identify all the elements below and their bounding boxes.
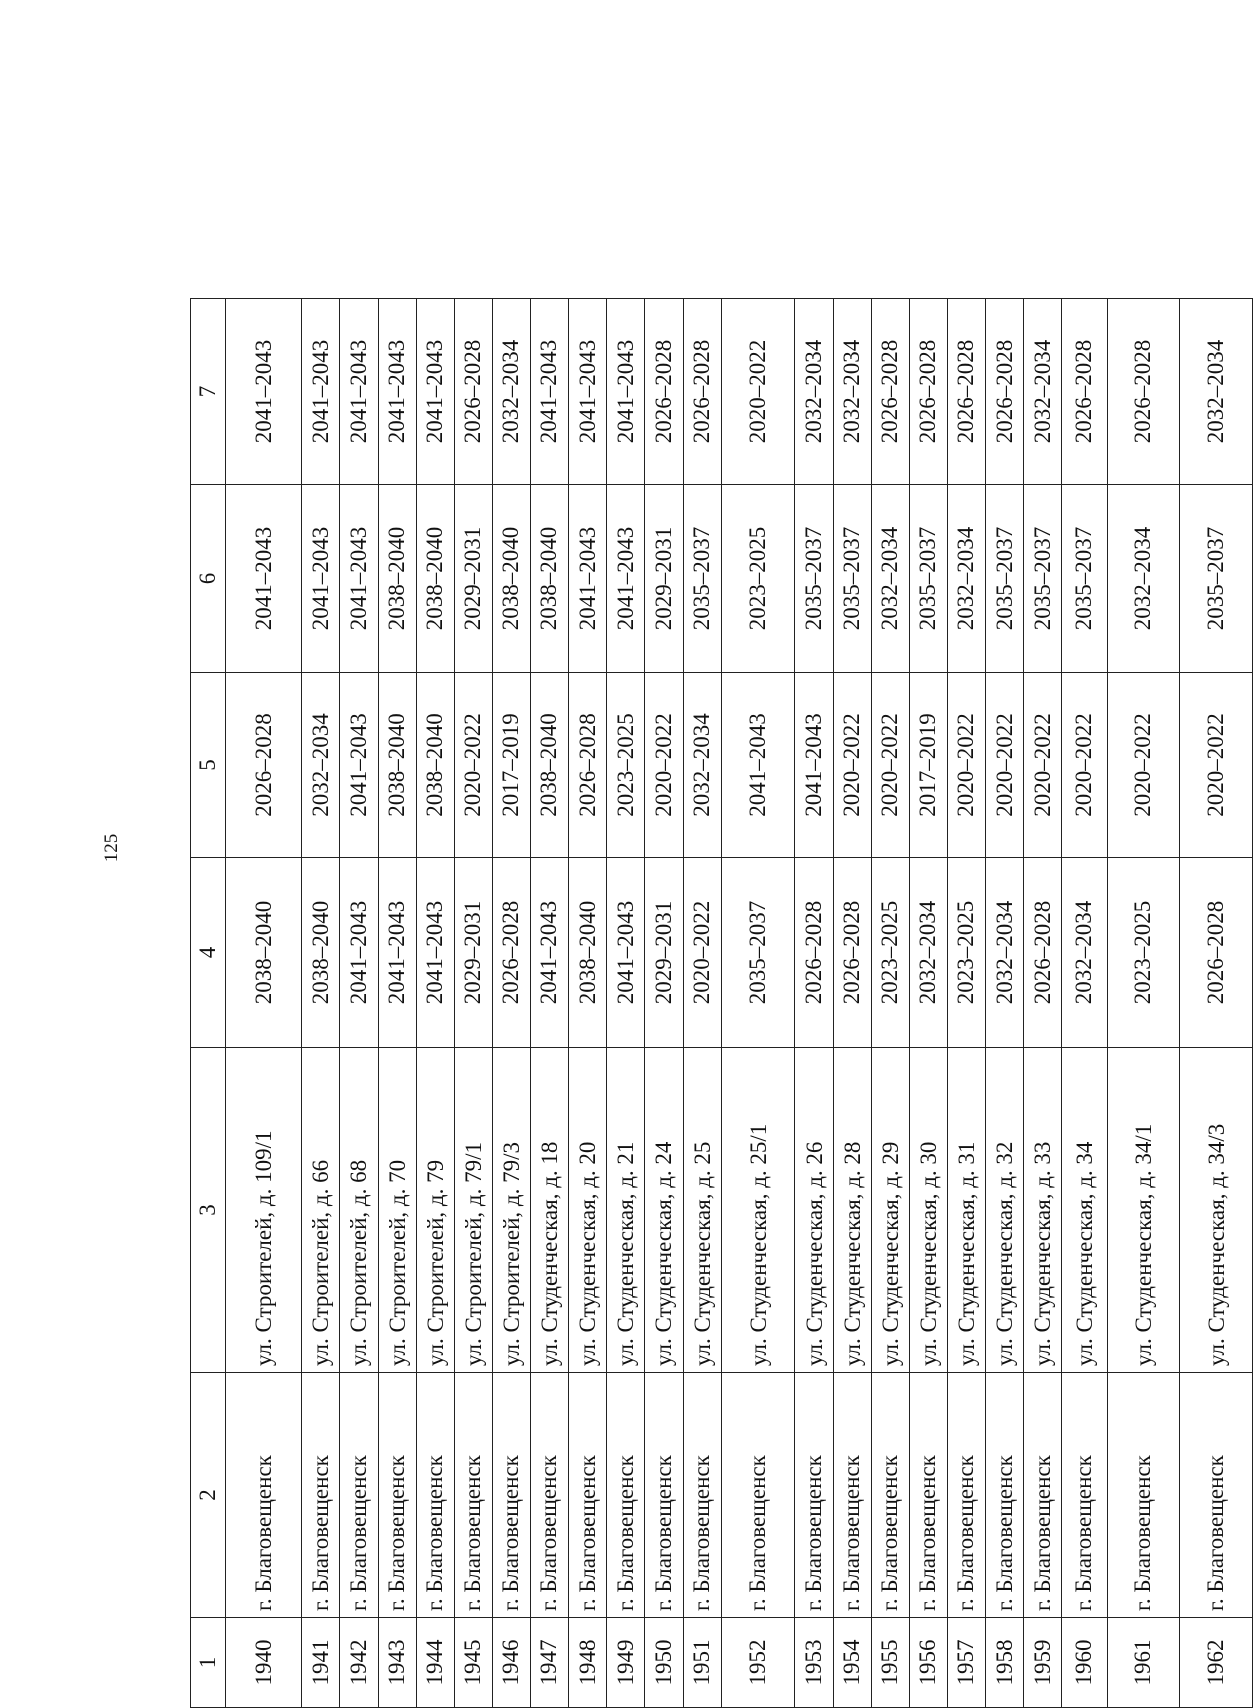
period-cell-col4: 2032–2034 (1062, 858, 1107, 1048)
row-number-cell: 1940 (226, 1618, 302, 1708)
city-cell: г. Благовещенск (1062, 1373, 1107, 1618)
address-cell: ул. Студенческая, д. 24 (645, 1048, 683, 1373)
city-cell: г. Благовещенск (531, 1373, 569, 1618)
period-cell-col5: 2020–2022 (947, 673, 985, 858)
city-cell: г. Благовещенск (645, 1373, 683, 1618)
table-row (492, 299, 530, 1708)
period-cell-col4: 2041–2043 (531, 858, 569, 1048)
table-row (340, 299, 378, 1708)
period-cell-col4: 2038–2040 (226, 858, 302, 1048)
rotated-table-frame (190, 150, 1253, 1708)
row-number-cell: 1949 (607, 1618, 645, 1708)
period-cell-col7: 2041–2043 (569, 299, 607, 485)
period-cell-col6: 2032–2034 (871, 485, 909, 673)
table-container (190, 150, 1253, 1708)
table-row (569, 299, 607, 1708)
column-header: 3 (191, 1048, 226, 1373)
table-row (607, 299, 645, 1708)
table-row (947, 299, 985, 1708)
period-cell-col5: 2020–2022 (1180, 673, 1253, 858)
row-number-cell: 1961 (1107, 1618, 1180, 1708)
table-row (721, 299, 795, 1708)
address-cell: ул. Строителей, д. 109/1 (226, 1048, 302, 1373)
page-number: 125 (101, 833, 122, 863)
city-cell: г. Благовещенск (378, 1373, 416, 1618)
period-cell-col4: 2035–2037 (721, 858, 795, 1048)
table-row (302, 299, 340, 1708)
period-cell-col4: 2026–2028 (1024, 858, 1062, 1048)
city-cell: г. Благовещенск (683, 1373, 721, 1618)
address-cell: ул. Студенческая, д. 31 (947, 1048, 985, 1373)
period-cell-col5: 2017–2019 (909, 673, 947, 858)
period-cell-col7: 2041–2043 (607, 299, 645, 485)
address-cell: ул. Студенческая, д. 26 (795, 1048, 833, 1373)
table-row (986, 299, 1024, 1708)
period-cell-col7: 2020–2022 (721, 299, 795, 485)
address-cell: ул. Студенческая, д. 30 (909, 1048, 947, 1373)
period-cell-col6: 2032–2034 (947, 485, 985, 673)
period-cell-col6: 2035–2037 (1024, 485, 1062, 673)
period-cell-col4: 2032–2034 (986, 858, 1024, 1048)
period-cell-col7: 2041–2043 (378, 299, 416, 485)
table-row (909, 299, 947, 1708)
city-cell: г. Благовещенск (340, 1373, 378, 1618)
period-cell-col5: 2038–2040 (416, 673, 454, 858)
address-cell: ул. Студенческая, д. 33 (1024, 1048, 1062, 1373)
city-cell: г. Благовещенск (607, 1373, 645, 1618)
row-number-cell: 1941 (302, 1618, 340, 1708)
table-row (416, 299, 454, 1708)
period-cell-col4: 2041–2043 (378, 858, 416, 1048)
city-cell: г. Благовещенск (454, 1373, 492, 1618)
period-cell-col6: 2035–2037 (909, 485, 947, 673)
period-cell-col4: 2038–2040 (569, 858, 607, 1048)
period-cell-col4: 2026–2028 (833, 858, 871, 1048)
table-row (833, 299, 871, 1708)
period-cell-col5: 2020–2022 (986, 673, 1024, 858)
city-cell: г. Благовещенск (1180, 1373, 1253, 1618)
period-cell-col6: 2038–2040 (492, 485, 530, 673)
table-row (1024, 299, 1062, 1708)
row-number-cell: 1959 (1024, 1618, 1062, 1708)
period-cell-col4: 2041–2043 (340, 858, 378, 1048)
city-cell: г. Благовещенск (947, 1373, 985, 1618)
period-cell-col6: 2038–2040 (416, 485, 454, 673)
period-cell-col4: 2026–2028 (492, 858, 530, 1048)
address-cell: ул. Строителей, д. 66 (302, 1048, 340, 1373)
period-cell-col6: 2041–2043 (607, 485, 645, 673)
row-number-cell: 1944 (416, 1618, 454, 1708)
table-row (226, 299, 302, 1708)
row-number-cell: 1951 (683, 1618, 721, 1708)
address-cell: ул. Студенческая, д. 25/1 (721, 1048, 795, 1373)
address-cell: ул. Строителей, д. 79/1 (454, 1048, 492, 1373)
city-cell: г. Благовещенск (721, 1373, 795, 1618)
period-cell-col7: 2041–2043 (340, 299, 378, 485)
address-cell: ул. Студенческая, д. 28 (833, 1048, 871, 1373)
table-row (378, 299, 416, 1708)
period-cell-col4: 2023–2025 (871, 858, 909, 1048)
period-cell-col6: 2029–2031 (645, 485, 683, 673)
period-cell-col7: 2032–2034 (492, 299, 530, 485)
period-cell-col5: 2020–2022 (1062, 673, 1107, 858)
row-number-cell: 1953 (795, 1618, 833, 1708)
period-cell-col7: 2026–2028 (1107, 299, 1180, 485)
period-cell-col5: 2041–2043 (795, 673, 833, 858)
period-cell-col5: 2020–2022 (1024, 673, 1062, 858)
period-cell-col5: 2020–2022 (871, 673, 909, 858)
period-cell-col4: 2023–2025 (947, 858, 985, 1048)
period-cell-col6: 2035–2037 (833, 485, 871, 673)
period-cell-col6: 2035–2037 (1180, 485, 1253, 673)
address-cell: ул. Студенческая, д. 32 (986, 1048, 1024, 1373)
address-cell: ул. Строителей, д. 79/3 (492, 1048, 530, 1373)
period-cell-col7: 2026–2028 (683, 299, 721, 485)
row-number-cell: 1962 (1180, 1618, 1253, 1708)
table-row (454, 299, 492, 1708)
row-number-cell: 1960 (1062, 1618, 1107, 1708)
period-cell-col7: 2026–2028 (909, 299, 947, 485)
city-cell: г. Благовещенск (1024, 1373, 1062, 1618)
period-cell-col4: 2026–2028 (1180, 858, 1253, 1048)
table-row (1180, 299, 1253, 1708)
period-cell-col7: 2026–2028 (986, 299, 1024, 485)
period-cell-col7: 2032–2034 (1180, 299, 1253, 485)
period-cell-col5: 2026–2028 (226, 673, 302, 858)
period-cell-col4: 2029–2031 (645, 858, 683, 1048)
address-cell: ул. Строителей, д. 68 (340, 1048, 378, 1373)
period-cell-col4: 2038–2040 (302, 858, 340, 1048)
row-number-cell: 1956 (909, 1618, 947, 1708)
period-cell-col4: 2032–2034 (909, 858, 947, 1048)
period-cell-col4: 2023–2025 (1107, 858, 1180, 1048)
period-cell-col5: 2038–2040 (378, 673, 416, 858)
row-number-cell: 1942 (340, 1618, 378, 1708)
period-cell-col6: 2032–2034 (1107, 485, 1180, 673)
city-cell: г. Благовещенск (492, 1373, 530, 1618)
period-cell-col5: 2041–2043 (340, 673, 378, 858)
period-cell-col5: 2020–2022 (645, 673, 683, 858)
period-cell-col6: 2041–2043 (226, 485, 302, 673)
city-cell: г. Благовещенск (416, 1373, 454, 1618)
address-cell: ул. Студенческая, д. 25 (683, 1048, 721, 1373)
period-cell-col7: 2032–2034 (833, 299, 871, 485)
column-header: 5 (191, 673, 226, 858)
city-cell: г. Благовещенск (1107, 1373, 1180, 1618)
period-cell-col4: 2041–2043 (607, 858, 645, 1048)
period-cell-col7: 2041–2043 (416, 299, 454, 485)
period-cell-col4: 2029–2031 (454, 858, 492, 1048)
column-header: 1 (191, 1618, 226, 1708)
address-cell: ул. Студенческая, д. 18 (531, 1048, 569, 1373)
row-number-cell: 1946 (492, 1618, 530, 1708)
row-number-cell: 1945 (454, 1618, 492, 1708)
period-cell-col5: 2038–2040 (531, 673, 569, 858)
period-cell-col7: 2026–2028 (645, 299, 683, 485)
row-number-cell: 1958 (986, 1618, 1024, 1708)
table-row (1062, 299, 1107, 1708)
city-cell: г. Благовещенск (302, 1373, 340, 1618)
period-cell-col6: 2035–2037 (986, 485, 1024, 673)
address-cell: ул. Студенческая, д. 20 (569, 1048, 607, 1373)
period-cell-col6: 2041–2043 (340, 485, 378, 673)
period-cell-col5: 2032–2034 (302, 673, 340, 858)
column-header: 4 (191, 858, 226, 1048)
city-cell: г. Благовещенск (871, 1373, 909, 1618)
row-number-cell: 1957 (947, 1618, 985, 1708)
period-cell-col6: 2041–2043 (569, 485, 607, 673)
period-cell-col6: 2035–2037 (795, 485, 833, 673)
table-row (871, 299, 909, 1708)
table-row (531, 299, 569, 1708)
period-cell-col6: 2035–2037 (683, 485, 721, 673)
period-cell-col7: 2041–2043 (226, 299, 302, 485)
period-cell-col6: 2041–2043 (302, 485, 340, 673)
address-cell: ул. Студенческая, д. 34/3 (1180, 1048, 1253, 1373)
city-cell: г. Благовещенск (226, 1373, 302, 1618)
period-cell-col6: 2023–2025 (721, 485, 795, 673)
table-header-row (191, 299, 226, 1708)
period-cell-col6: 2038–2040 (531, 485, 569, 673)
period-cell-col5: 2032–2034 (683, 673, 721, 858)
period-cell-col4: 2020–2022 (683, 858, 721, 1048)
period-cell-col7: 2026–2028 (454, 299, 492, 485)
table-body (226, 299, 1253, 1708)
column-header: 7 (191, 299, 226, 485)
table-row (795, 299, 833, 1708)
period-cell-col5: 2017–2019 (492, 673, 530, 858)
row-number-cell: 1947 (531, 1618, 569, 1708)
table-row (645, 299, 683, 1708)
row-number-cell: 1954 (833, 1618, 871, 1708)
period-cell-col5: 2020–2022 (454, 673, 492, 858)
period-cell-col6: 2035–2037 (1062, 485, 1107, 673)
address-cell: ул. Студенческая, д. 34 (1062, 1048, 1107, 1373)
row-number-cell: 1955 (871, 1618, 909, 1708)
period-cell-col6: 2029–2031 (454, 485, 492, 673)
city-cell: г. Благовещенск (795, 1373, 833, 1618)
city-cell: г. Благовещенск (986, 1373, 1024, 1618)
table-row (1107, 299, 1180, 1708)
period-cell-col4: 2041–2043 (416, 858, 454, 1048)
period-cell-col7: 2032–2034 (1024, 299, 1062, 485)
row-number-cell: 1950 (645, 1618, 683, 1708)
address-cell: ул. Строителей, д. 79 (416, 1048, 454, 1373)
city-cell: г. Благовещенск (833, 1373, 871, 1618)
period-cell-col7: 2026–2028 (1062, 299, 1107, 485)
column-header: 6 (191, 485, 226, 673)
row-number-cell: 1948 (569, 1618, 607, 1708)
period-cell-col7: 2041–2043 (302, 299, 340, 485)
period-cell-col5: 2020–2022 (1107, 673, 1180, 858)
period-cell-col7: 2026–2028 (947, 299, 985, 485)
period-cell-col7: 2041–2043 (531, 299, 569, 485)
schedule-table (190, 298, 1253, 1708)
city-cell: г. Благовещенск (569, 1373, 607, 1618)
row-number-cell: 1943 (378, 1618, 416, 1708)
period-cell-col5: 2023–2025 (607, 673, 645, 858)
column-header: 2 (191, 1373, 226, 1618)
row-number-cell: 1952 (721, 1618, 795, 1708)
period-cell-col7: 2026–2028 (871, 299, 909, 485)
period-cell-col7: 2032–2034 (795, 299, 833, 485)
period-cell-col6: 2038–2040 (378, 485, 416, 673)
period-cell-col5: 2026–2028 (569, 673, 607, 858)
city-cell: г. Благовещенск (909, 1373, 947, 1618)
period-cell-col5: 2020–2022 (833, 673, 871, 858)
address-cell: ул. Студенческая, д. 29 (871, 1048, 909, 1373)
table-row (683, 299, 721, 1708)
period-cell-col4: 2026–2028 (795, 858, 833, 1048)
address-cell: ул. Студенческая, д. 34/1 (1107, 1048, 1180, 1373)
address-cell: ул. Студенческая, д. 21 (607, 1048, 645, 1373)
address-cell: ул. Строителей, д. 70 (378, 1048, 416, 1373)
period-cell-col5: 2041–2043 (721, 673, 795, 858)
